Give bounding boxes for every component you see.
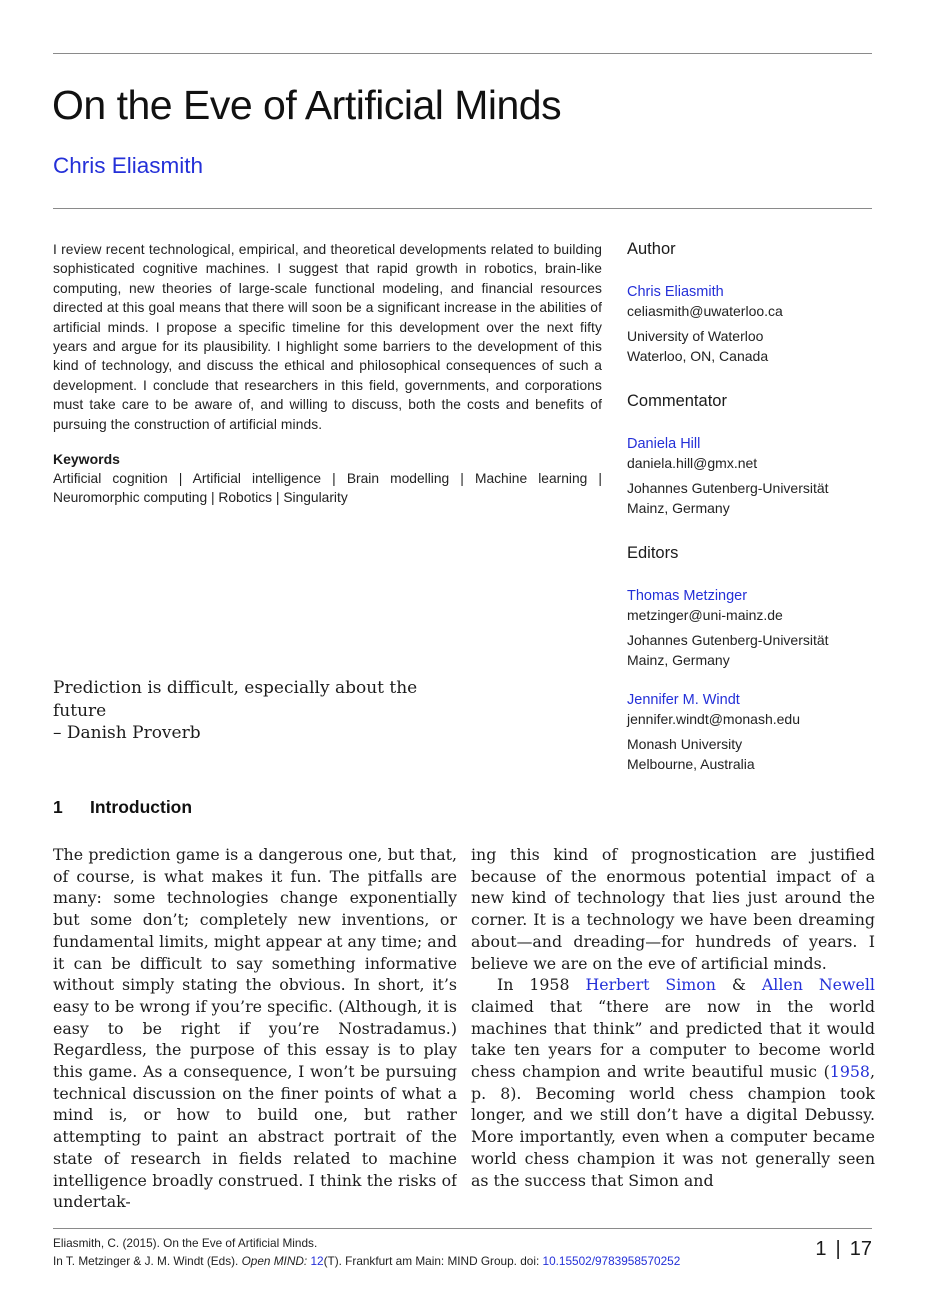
author-person (627, 284, 873, 366)
text-segment: claimed that “there are now in the world machines that think” and predicted that it would take ten years for a computer to become world chess champion and write beautiful music ( (471, 996, 875, 1082)
section-number: 1 (53, 797, 63, 817)
section-title: Introduction (90, 797, 193, 817)
header-divider-rule (53, 208, 872, 209)
footer-citation (53, 1235, 733, 1270)
text-segment: Open MIND: (241, 1253, 308, 1268)
sidebar-section-commentator (627, 392, 873, 518)
top-rule (53, 53, 872, 54)
keywords-list: Artificial cognition | Artificial intelligence | Brain modelling | Machine learning | Neuromorphic computing | Robotics | Singularity (53, 471, 602, 506)
editor1-email: metzinger@uni-mainz.de (627, 607, 783, 623)
title-author-link[interactable]: Chris Eliasmith (53, 153, 204, 178)
author-affiliation-line1: University of Waterloo (627, 328, 764, 344)
commentator-person (627, 436, 873, 518)
commentator-section-heading: Commentator (627, 392, 727, 410)
commentator-email: daniela.hill@gmx.net (627, 455, 758, 471)
allen-newell-link[interactable]: Allen Newell (761, 975, 875, 995)
body-column-right (471, 844, 875, 1220)
commentator-name-link[interactable]: Daniela Hill (627, 436, 701, 452)
editor-person-2 (627, 692, 873, 774)
contributors-sidebar (627, 240, 873, 800)
editor2-affiliation-line1: Monash University (627, 736, 743, 752)
editor1-affiliation-line1: Johannes Gutenberg-Universität (627, 632, 829, 648)
sidebar-section-author (627, 240, 873, 366)
author-name-link[interactable]: Chris Eliasmith (627, 284, 724, 300)
page-number-current: 1 (815, 1238, 827, 1260)
keywords-label: Keywords (53, 451, 120, 468)
body-column-left (53, 844, 457, 1220)
intro-paragraph-left: The prediction game is a dangerous one, but that, of course, is what makes it fun. The pitfalls are many: some technologies change exponentially but some don’t; completely new inventions, or fundamental limits, might appear at any time; and it can be difficult to say something informative without simply stating the obvious. In short, it’s easy to be wrong if you’re specific. (Although, it is easy to be right if you’re Nostradamus.) Regardless, the purpose of this essay is to play this game. As a consequence, I won’t be pursuing technical discussion on the finer points of what a mind is, or how to build one, but rather attempting to paint an abstract portrait of the state of research in fields related to machine intelligence broadly construed. I think the risks of undertak- (53, 845, 457, 1212)
commentator-affiliation-line2: Mainz, Germany (627, 500, 730, 516)
text-segment: (T). Frankfurt am Main: MIND Group. doi: (323, 1253, 543, 1268)
page-number-total: 17 (849, 1238, 872, 1260)
text-segment: In T. Metzinger & J. M. Windt (Eds). (53, 1253, 242, 1268)
editors-section-heading: Editors (627, 544, 679, 562)
intro-paragraph-right-2 (471, 974, 875, 1191)
abstract-text: I review recent technological, empirical, and theoretical developments related to building sophisticated cognitive machines. I suggest that rapid growth in robotics, brain-like computing, new theories of large-scale functional modeling, and financial resources directed at this goal means that there will soon be a significant increase in the abilities of artificial minds. I propose a specific timeline for this development over the next fifty years and argue for its plausibility. I highlight some barriers to the development of this kind of technology, and discuss the ethical and philosophical consequences of such a development. I conclude that researchers in this field, governments, and corporations must take care to be aware of, and willing to discuss, both the costs and benefits of pursuing the construction of artificial minds. (53, 242, 602, 432)
editor-person-1 (627, 588, 873, 670)
abstract-block (53, 240, 602, 508)
herbert-simon-link[interactable]: Herbert Simon (585, 975, 716, 995)
footer-doi-link[interactable]: 10.15502/9783958570252 (542, 1253, 681, 1268)
text-segment: In 1958 (497, 975, 586, 995)
editor1-name-link[interactable]: Thomas Metzinger (627, 588, 748, 604)
page-indicator (815, 1238, 872, 1261)
commentator-affiliation-line1: Johannes Gutenberg-Universität (627, 480, 829, 496)
sidebar-section-editors (627, 544, 873, 774)
author-section-heading: Author (627, 240, 676, 258)
editor2-email: jennifer.windt@monash.edu (627, 711, 800, 727)
footer-citation-line2 (53, 1253, 733, 1271)
intro-paragraph-right-1: ing this kind of prognostication are justified because of the enormous potential impact of a new kind of technology that lies just around the corner. It is a technology we have been dreaming about—and dreading—for hundreds of years. I believe we are on the eve of artificial minds. (471, 845, 875, 973)
text-segment: & (715, 975, 762, 995)
text-segment: , p. 8). Becoming world chess champion took longer, and we still don’t have a digital Debussy. More importantly, even when a computer became world chess champion it was not generally seen as the success that Simon and (471, 1062, 875, 1190)
citation-1958-link[interactable]: 1958 (829, 1062, 870, 1082)
paper-title: On the Eve of Artificial Minds (52, 82, 562, 128)
footer-rule (53, 1228, 872, 1229)
author-affiliation-line2: Waterloo, ON, Canada (627, 348, 769, 364)
epigraph-attribution: – Danish Proverb (53, 723, 201, 743)
epigraph-quote: Prediction is difficult, especially about the future (53, 678, 418, 721)
section-heading-introduction (53, 797, 192, 818)
page-number-separator: | (835, 1238, 841, 1260)
editor2-affiliation-line2: Melbourne, Australia (627, 756, 755, 772)
footer-citation-line1: Eliasmith, C. (2015). On the Eve of Artificial Minds. (53, 1236, 318, 1250)
keywords-block (53, 451, 602, 508)
author-email: celiasmith@uwaterloo.ca (627, 303, 783, 319)
editor2-name-link[interactable]: Jennifer M. Windt (627, 692, 740, 708)
editor1-affiliation-line2: Mainz, Germany (627, 652, 730, 668)
epigraph (53, 677, 473, 745)
footer-issue-link[interactable]: 12 (310, 1253, 324, 1268)
